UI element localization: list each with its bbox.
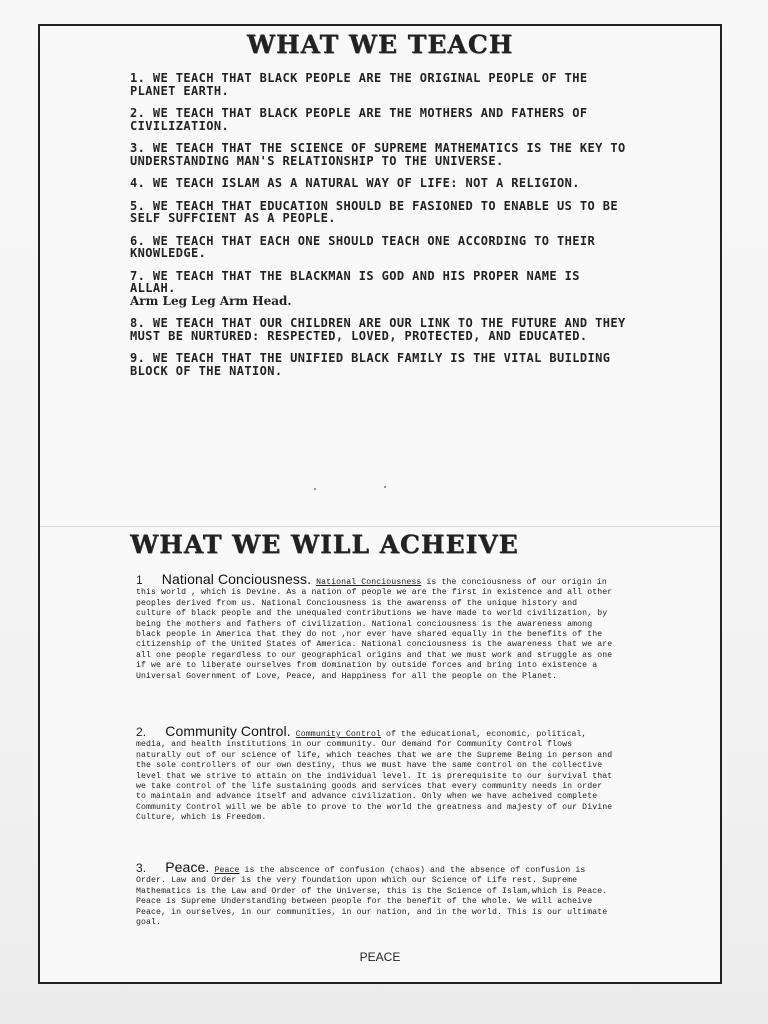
teach-item: 9. WE TEACH THAT THE UNIFIED BLACK FAMILY IS THE VITAL BUILDING BLOCK OF THE NATION. (130, 351, 611, 378)
goal-title: Peace. (165, 859, 210, 875)
fold-line (40, 526, 720, 527)
goal-body: is the abscence of confusion (chaos) and the absence of confusion is Order. Law and Order is the very foundation upon which our Science of Life rest. Supreme Mathematics is the Law and Order of the Universe, this is the Science of Islam,which is Peace. Peace is Supreme Understanding between people for the benefit of the whole. We will acheive Peace, in ourselves, in our communities, in our nation, and in the world. This is our ultimate goal. (136, 866, 608, 928)
goal-number: 2. (136, 725, 147, 739)
teach-item: 4. WE TEACH ISLAM AS A NATURAL WAY OF LIFE: NOT A RELIGION. (130, 176, 580, 190)
goal-title: National Conciousness. (161, 571, 312, 587)
scan-speck (384, 486, 386, 488)
footer-peace: PEACE (359, 950, 401, 964)
teach-item: 8. WE TEACH THAT OUR CHILDREN ARE OUR LINK TO THE FUTURE AND THEY MUST BE NURTURED: RESPECTED, LOVED, PROTECTED, AND EDUCATED. (130, 316, 626, 343)
teach-item: 5. WE TEACH THAT EDUCATION SHOULD BE FASIONED TO ENABLE US TO BE SELF SUFFCIENT AS A PEOPLE. (130, 198, 618, 225)
teach-item: 3. WE TEACH THAT THE SCIENCE OF SUPREME MATHEMATICS IS THE KEY TO UNDERSTANDING MAN'S RELATIONSHIP TO THE UNIVERSE. (130, 141, 626, 168)
goal-lead: Peace (214, 866, 240, 875)
teach-item-tail: Arm Leg Leg Arm Head. (130, 293, 292, 308)
goal-number: 3. (136, 861, 147, 875)
teach-item: 2. WE TEACH THAT BLACK PEOPLE ARE THE MOTHERS AND FATHERS OF CIVILIZATION. (130, 106, 588, 133)
teach-item: 6. WE TEACH THAT EACH ONE SHOULD TEACH ONE ACCORDING TO THEIR KNOWLEDGE. (130, 233, 596, 260)
goal-body: is the conciousness of our origin in this world , which is Devine. As a nation of people we are the first in existence and all other peoples derived from us. National Conciousness is the awarenss of the unique history and culture of black people and the unequaled contributions we have made to world civilization, by being the mothers and fathers of civilization. National conciousness is the awareness among black people in America that they do not ,nor ever have shared equally in the benefits of the citizenship of the United States of America. National conciousness is the awareness that we are all one people regardless to our geographical origins and that we must work and struggle as one if we are to liberate ourselves from domination by outside forces and bring into existence a Universal Government of Love, Peace, and Happiness for all the people on the Planet. (136, 578, 613, 681)
goal-lead: National Conciousness (316, 578, 422, 587)
document-frame (38, 24, 722, 984)
goal-lead: Community Control (295, 730, 381, 739)
goal-number: 1 (136, 573, 143, 587)
teach-item: 1. WE TEACH THAT BLACK PEOPLE ARE THE ORIGINAL PEOPLE OF THE PLANET EARTH. (130, 71, 588, 98)
goal-community-control (136, 723, 616, 824)
scan-speck (314, 488, 316, 490)
goal-national-conciousness (136, 571, 616, 682)
goal-title: Community Control. (165, 723, 291, 739)
goal-body: of the educational, economic, political, media, and health institutions in our community. Our demand for Community Control flows naturally out of our science of life, which teaches that we are the Supreme Being in person and the sole controllers of our own destiny, thus we must have the same control on the collective level that we strive to attain on the individual level. It is prerequisite to our survival that we take control of the life sustaining goods and services that every community needs in order to maintain and advance itself and advance civilization. Only when we have acheived complete Community Control will we be able to prove to the world the greatness and majesty of our Divine Culture, which is Freedom. (136, 730, 613, 823)
achieve-heading: WHAT WE WILL ACHEIVE (130, 530, 519, 559)
goal-peace (136, 859, 616, 928)
teach-list (130, 72, 630, 387)
teach-item: 7. WE TEACH THAT THE BLACKMAN IS GOD AND HIS PROPER NAME IS ALLAH. Arm Leg Leg Arm Head. (130, 270, 630, 308)
teach-heading: WHAT WE TEACH (246, 30, 514, 59)
